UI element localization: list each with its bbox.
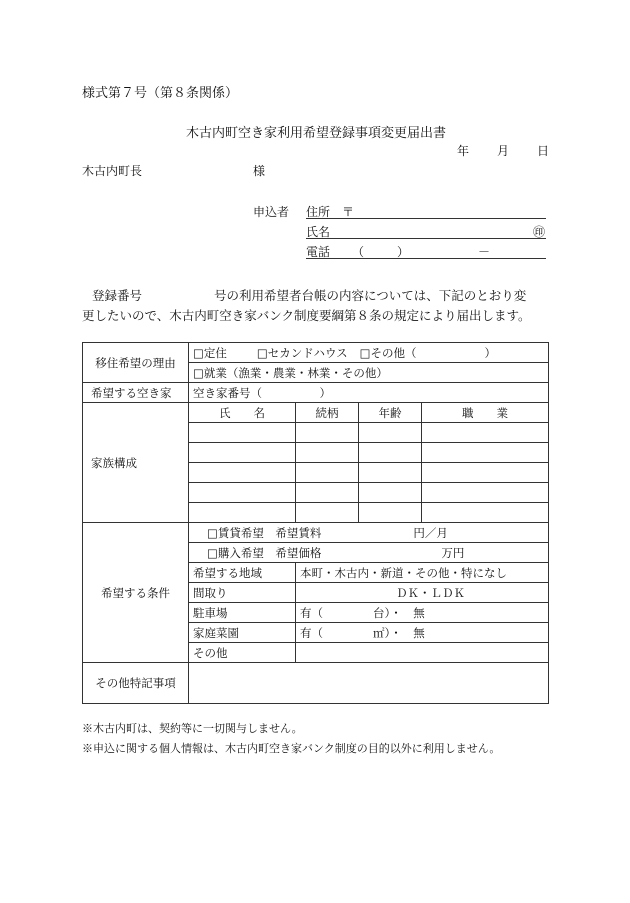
family-relation-cell[interactable] [296,443,359,463]
seal-mark: ㊞ [533,225,546,239]
parking-value-b: 台）・ 無 [373,605,425,620]
family-age-cell[interactable] [359,423,422,443]
family-header-job: 職 業 [422,403,549,423]
name-line[interactable] [306,238,546,239]
family-relation-cell[interactable] [296,423,359,443]
family-job-cell[interactable] [422,503,549,523]
buy-row [189,543,549,563]
buy-unit: 万円 [441,545,465,560]
layout-options[interactable]: ＤＫ・ＬＤＫ [296,583,549,603]
buy-checkbox[interactable]: □購入希望 希望価格 [207,545,322,560]
notes-label: その他特記事項 [83,663,189,704]
form-title: 木古内町空き家利用希望登録事項変更届出書 [186,126,447,141]
addressee: 木古内町長 [82,164,143,178]
family-header-relation: 続柄 [296,403,359,423]
phone-open: （ [352,245,365,259]
family-job-cell[interactable] [422,423,549,443]
house-label: 希望する空き家 [83,383,189,403]
address-label: 住所 〒 [306,205,355,219]
family-name-cell[interactable] [189,483,296,503]
family-job-cell[interactable] [422,483,549,503]
family-job-cell[interactable] [422,463,549,483]
phone-dash: － [478,245,491,259]
address-line[interactable] [306,218,546,219]
name-label: 氏名 [306,225,331,239]
body-line1: 号の利用希望者台帳の内容については、下記のとおり変 [214,288,527,303]
date-month: 月 [497,144,510,158]
family-relation-cell[interactable] [296,503,359,523]
other-condition-field[interactable] [296,643,549,663]
notes-field[interactable] [189,663,549,704]
family-label: 家族構成 [83,403,189,523]
parking-value-a: 有（ [300,605,323,620]
reason-other-close: ） [484,345,497,360]
reason-options-row1 [189,343,549,363]
family-job-cell[interactable] [422,443,549,463]
garden-value-a: 有（ [300,625,323,640]
application-table [82,342,549,704]
family-name-cell[interactable] [189,443,296,463]
family-name-cell[interactable] [189,463,296,483]
applicant-label: 申込者 [253,205,290,219]
honorific: 様 [253,164,266,178]
family-relation-cell[interactable] [296,463,359,483]
family-age-cell[interactable] [359,443,422,463]
parking-field[interactable] [296,603,549,623]
reason-work-checkbox[interactable]: □就業（漁業・農業・林業・その他） [189,363,549,383]
family-age-cell[interactable] [359,503,422,523]
layout-label: 間取り [189,583,296,603]
garden-label: 家庭菜園 [189,623,296,643]
area-label: 希望する地域 [189,563,296,583]
reason-label: 移住希望の理由 [83,343,189,383]
rent-unit: 円／月 [413,525,448,540]
date-year: 年 [457,144,470,158]
conditions-label: 希望する条件 [83,523,189,663]
footnote-1: ※木古内町は、契約等に一切関与しません。 [82,722,303,735]
family-header-name: 氏 名 [189,403,296,423]
reason-retire-checkbox[interactable]: □定住 [193,345,227,360]
family-header-age: 年齢 [359,403,422,423]
reason-second-house-checkbox[interactable]: □セカンドハウス [256,345,348,360]
rent-row [189,523,549,543]
form-number: 様式第７号（第８条関係） [82,86,239,101]
family-age-cell[interactable] [359,483,422,503]
reason-other-checkbox[interactable]: □その他（ [359,345,417,360]
family-name-cell[interactable] [189,423,296,443]
rent-checkbox[interactable]: □賃貸希望 希望賃料 [207,525,322,540]
phone-close: ） [397,245,410,259]
date-day: 日 [537,144,550,158]
area-options[interactable]: 本町・木古内・新道・その他・特になし [296,563,549,583]
footnote-2: ※申込に関する個人情報は、木古内町空き家バンク制度の目的以外に利用しません。 [82,742,501,755]
family-name-cell[interactable] [189,503,296,523]
phone-label: 電話 [306,245,331,259]
family-relation-cell[interactable] [296,483,359,503]
house-number-field[interactable]: 空き家番号（ ） [189,383,549,403]
other-condition-label: その他 [189,643,296,663]
phone-line[interactable] [306,258,546,259]
garden-field[interactable] [296,623,549,643]
body-reg-label: 登録番号 [92,288,143,303]
parking-label: 駐車場 [189,603,296,623]
garden-value-b: ㎡）・ 無 [373,625,425,640]
family-age-cell[interactable] [359,463,422,483]
body-line2: 更したいので、木古内町空き家バンク制度要綱第８条の規定により届出します。 [82,308,531,323]
